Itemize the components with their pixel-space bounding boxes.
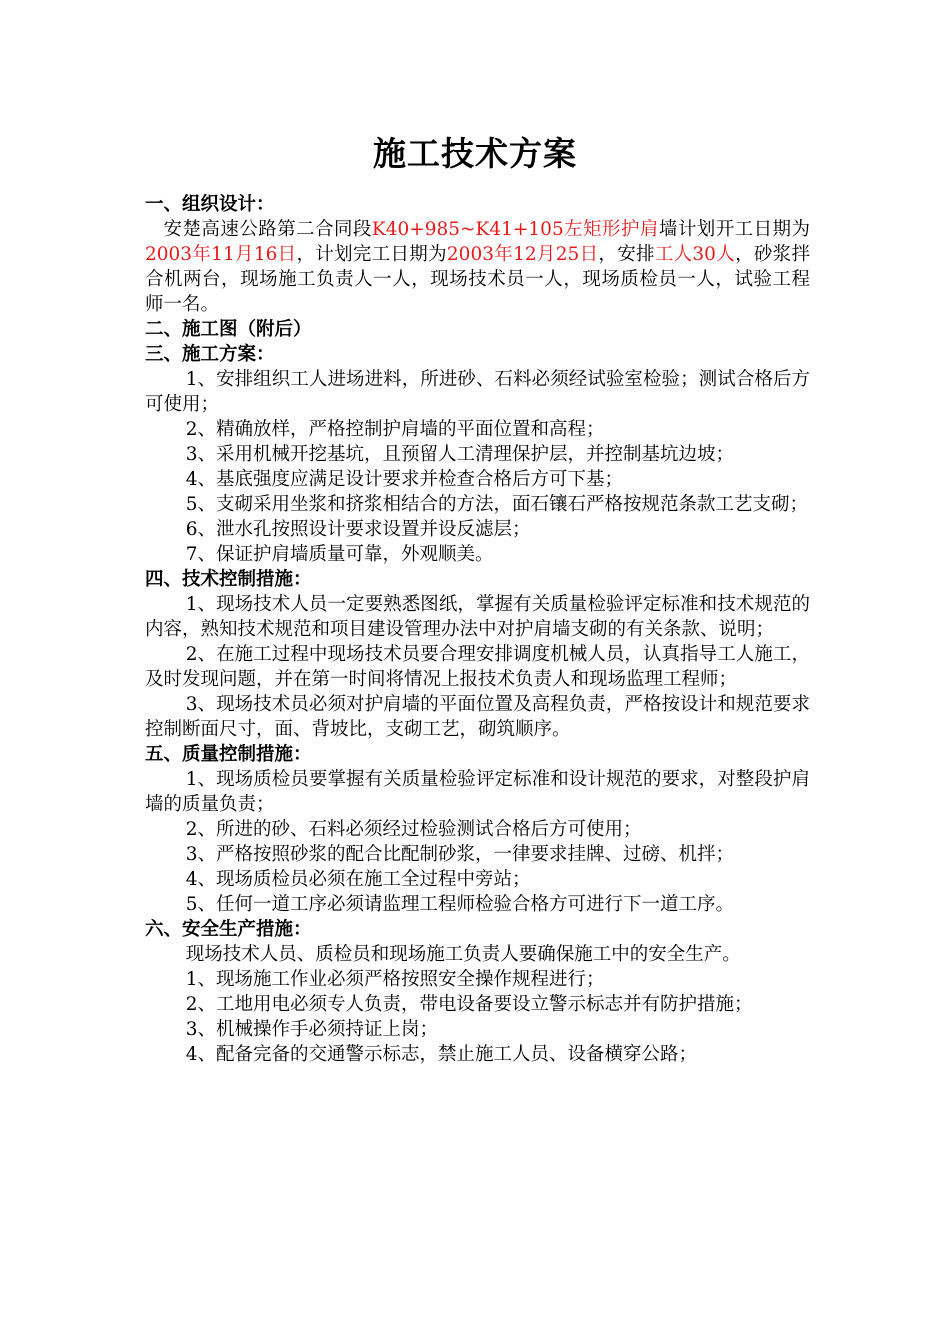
list-item: 7、保证护肩墙质量可靠，外观顺美。 xyxy=(185,544,494,565)
list-item: 1、现场技术人员一定要熟悉图纸，掌握有关质量检验评定标准和技术规范的内容，熟知技术规范和项目建设管理办法中对护肩墙支砌的有关条款、说明； xyxy=(145,594,810,640)
list-item: 2、精确放样，严格控制护肩墙的平面位置和高程； xyxy=(185,419,605,440)
page-title: 施工技术方案 xyxy=(373,134,577,173)
highlight-section-range: K40+985~K41+105左矩形护肩 xyxy=(371,219,659,240)
list-item: 2、在施工过程中现场技术员要合理安排调度机械人员，认真指导工人施工，及时发现问题，并在第一时间将情况上报技术负责人和现场监理工程师； xyxy=(145,644,810,690)
text-run: 墙计划开工日期为 xyxy=(658,219,810,240)
list-item: 4、现场质检员必须在施工全过程中旁站； xyxy=(185,869,531,890)
list-item: 1、现场质检员要掌握有关质量检验评定标准和设计规范的要求，对整段护肩墙的质量负责； xyxy=(145,769,810,815)
text-run: 安楚高速公路第二合同段 xyxy=(163,219,372,240)
list-item: 4、基底强度应满足设计要求并检查合格后方可下基； xyxy=(185,469,623,490)
safety-intro: 现场技术人员、质检员和现场施工负责人要确保施工中的安全生产。 xyxy=(185,944,741,965)
section-heading-drawings: 二、施工图（附后） xyxy=(145,319,312,340)
list-item: 3、现场技术员必须对护肩墙的平面位置及高程负责，严格按设计和规范要求控制断面尺寸，面、背坡比，支砌工艺，砌筑顺序。 xyxy=(145,694,810,740)
highlight-start-date: 2003年11月16日 xyxy=(145,244,297,265)
highlight-end-date: 2003年12月25日 xyxy=(446,244,599,265)
document-body xyxy=(145,192,810,1067)
section-heading-safety: 六、安全生产措施： xyxy=(145,919,312,940)
list-item: 3、严格按照砂浆的配合比配制砂浆，一律要求挂牌、过磅、机拌； xyxy=(185,844,734,865)
text-run: ，砂浆拌合机两台，现场施工负责人一人，现场技术员一人，现场质检员一人，试验工程师一名。 xyxy=(145,244,810,315)
highlight-workers: 工人30人 xyxy=(654,244,736,265)
list-item: 3、采用机械开挖基坑，且预留人工清理保护层，并控制基坑边坡； xyxy=(185,444,734,465)
list-item: 6、泄水孔按照设计要求设置并设反滤层； xyxy=(185,519,531,540)
list-item: 2、工地用电必须专人负责，带电设备要设立警示标志并有防护措施； xyxy=(185,994,753,1015)
list-item: 3、机械操作手必须持证上岗； xyxy=(185,1019,438,1040)
text-run: ，安排 xyxy=(598,244,655,265)
organization-paragraph xyxy=(145,217,810,317)
list-item: 5、任何一道工序必须请监理工程师检验合格方可进行下一道工序。 xyxy=(185,894,734,915)
list-item: 1、安排组织工人进场进料，所进砂、石料必须经试验室检验；测试合格后方可使用； xyxy=(145,369,810,415)
list-item: 2、所进的砂、石料必须经过检验测试合格后方可使用； xyxy=(185,819,642,840)
list-item: 4、配备完备的交通警示标志，禁止施工人员、设备横穿公路； xyxy=(185,1044,697,1065)
section-heading-technical-control: 四、技术控制措施： xyxy=(145,569,312,590)
section-heading-quality-control: 五、质量控制措施： xyxy=(145,744,312,765)
section-heading-organization: 一、组织设计： xyxy=(145,194,275,215)
text-run: ，计划完工日期为 xyxy=(296,244,447,265)
list-item: 1、现场施工作业必须严格按照安全操作规程进行； xyxy=(185,969,605,990)
section-heading-plan: 三、施工方案： xyxy=(145,344,275,365)
list-item: 5、支砌采用坐浆和挤浆相结合的方法，面石镶石严格按规范条款工艺支砌； xyxy=(185,494,808,515)
